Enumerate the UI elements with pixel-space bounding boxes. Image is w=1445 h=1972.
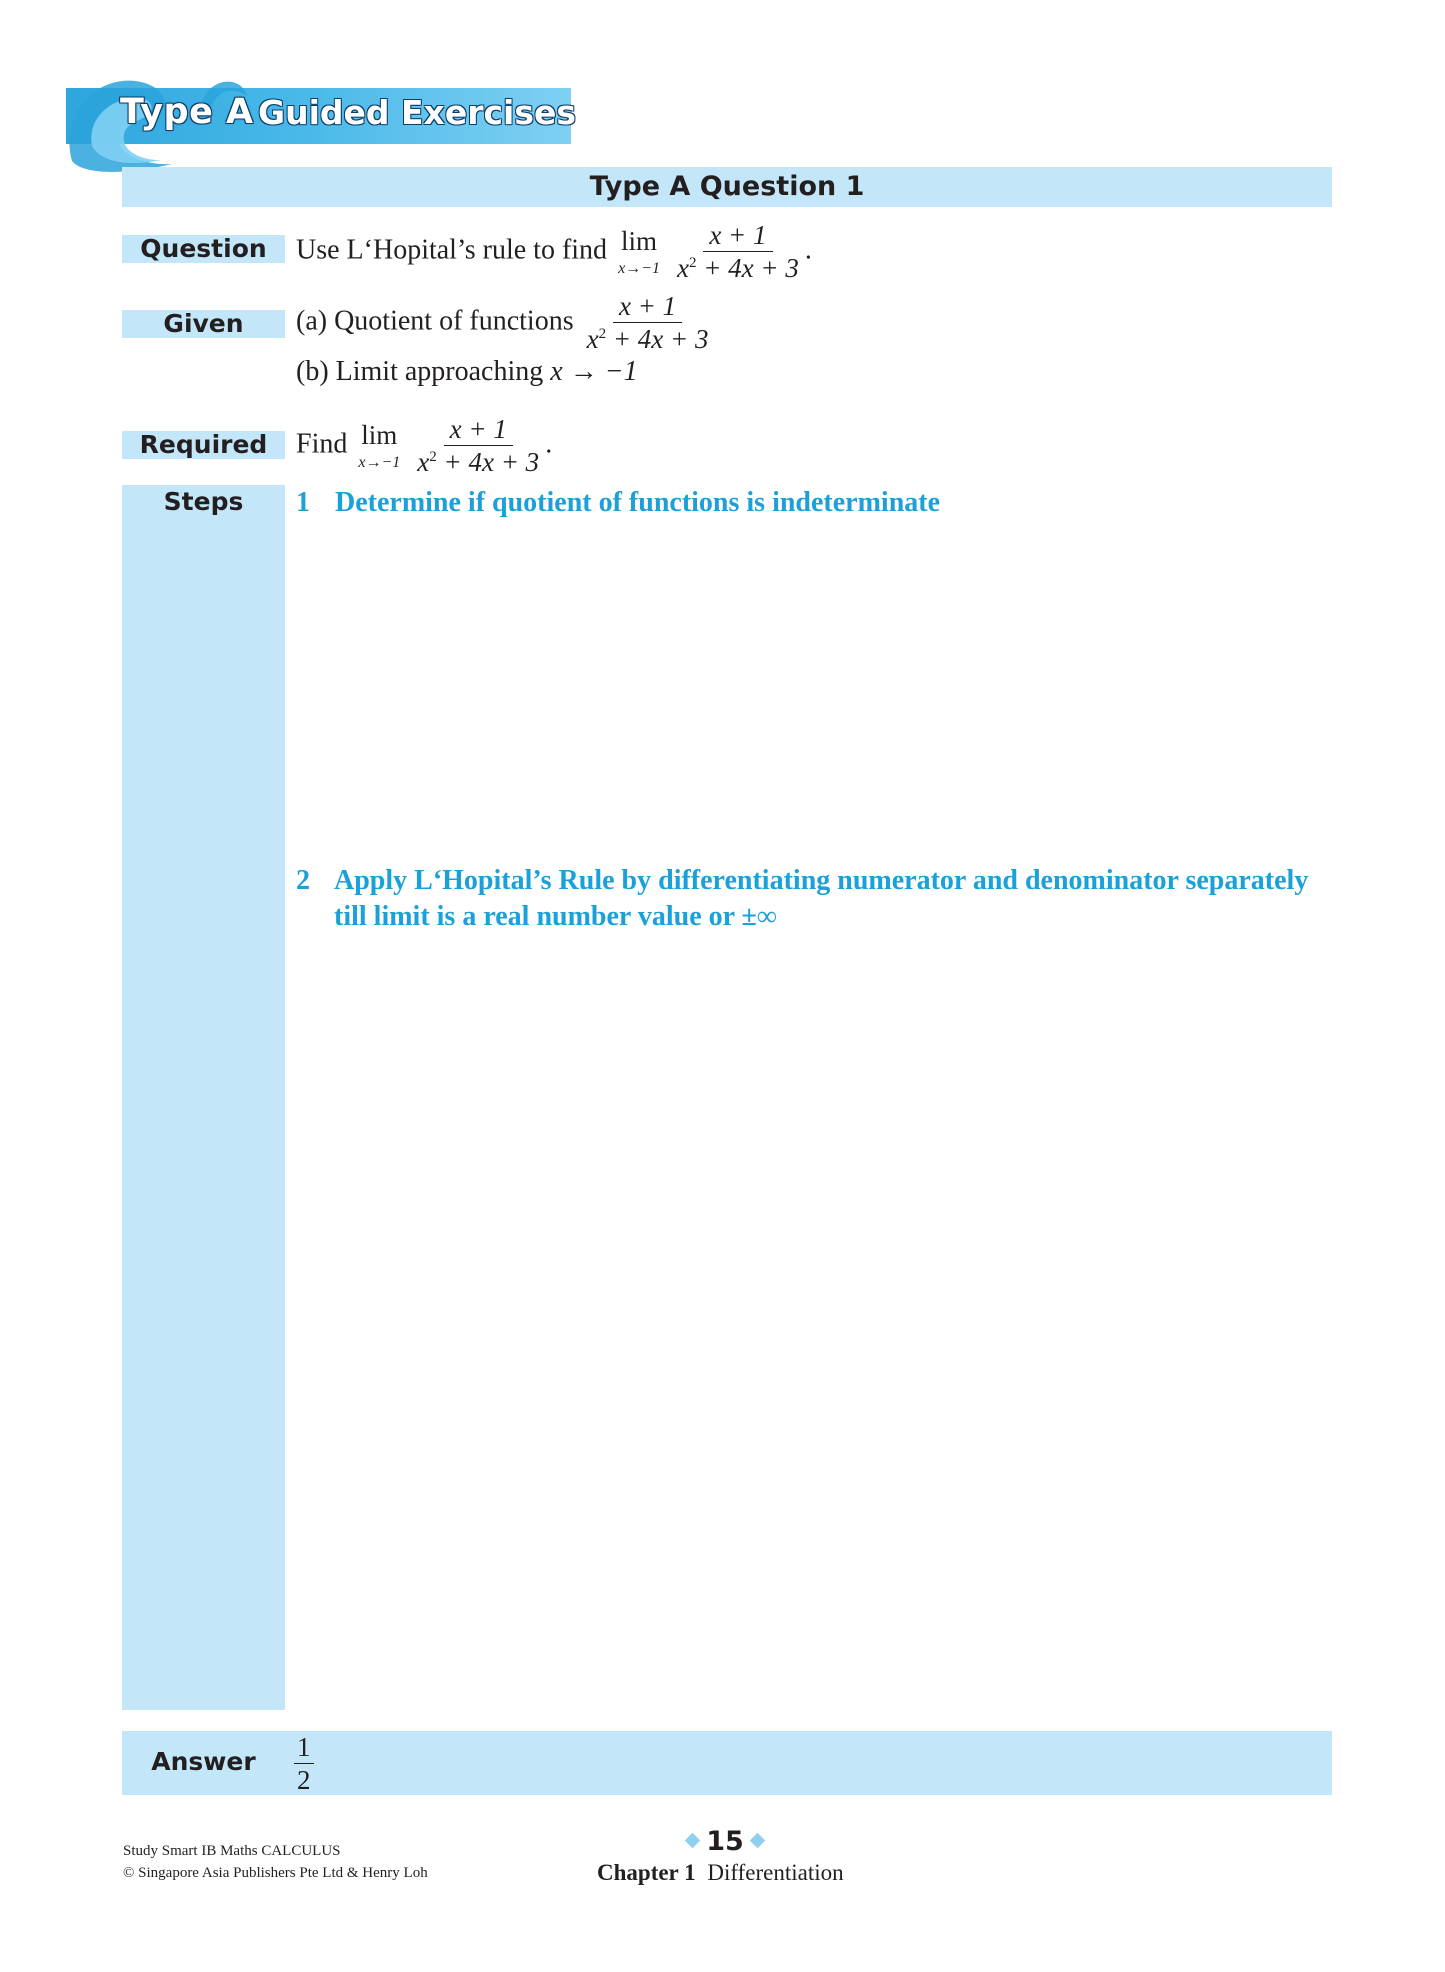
given-b: [296, 356, 638, 388]
question-limit: [618, 225, 660, 277]
required-fraction: [411, 416, 545, 476]
diamond-icon: [685, 1833, 701, 1849]
given-den-exp: 2: [598, 326, 607, 342]
required-denominator: [411, 446, 545, 476]
banner-type-label: Type A: [120, 92, 254, 132]
question-label: Question: [122, 235, 285, 263]
diamond-icon: [750, 1833, 766, 1849]
required-numerator: x + 1: [444, 416, 513, 446]
required-limit: [358, 419, 401, 471]
question-header: Type A Question 1: [122, 167, 1332, 207]
answer-numerator: 1: [294, 1734, 314, 1764]
given-label: Given: [122, 310, 285, 338]
given-den-rest: + 4x + 3: [606, 324, 709, 354]
question-den-var: x: [676, 253, 689, 283]
given-b-text: (b) Limit approaching: [296, 356, 544, 387]
required-prefix: Find: [296, 428, 348, 460]
step-1-number: 1: [296, 487, 310, 518]
step-1-text: Determine if quotient of functions is indeterminate: [335, 487, 941, 518]
footer-credits: [123, 1840, 428, 1884]
given-b-expr: x → −1: [550, 356, 638, 387]
given-a-numerator: x + 1: [613, 293, 682, 323]
question-end: .: [804, 234, 812, 266]
step-1: [296, 487, 940, 519]
chapter-number: Chapter 1: [597, 1860, 696, 1885]
answer-fraction: [294, 1734, 314, 1794]
page-number-value: 15: [706, 1826, 744, 1857]
step-2-line-1: Apply L‘Hopital’s Rule by differentiating numerator and denominator separately: [334, 865, 1309, 896]
answer-label: Answer: [151, 1747, 256, 1776]
chapter-title: Differentiation: [707, 1860, 844, 1885]
required-end: .: [545, 428, 553, 460]
steps-label: Steps: [163, 487, 244, 516]
question-denominator: [671, 252, 805, 282]
given-a-denominator: [581, 323, 715, 353]
question-lim-sub: x→−1: [618, 259, 660, 277]
given-a-fraction: [581, 293, 715, 353]
required-lim-word: lim: [361, 419, 398, 450]
question-text: [296, 222, 812, 282]
question-den-rest: + 4x + 3: [696, 253, 799, 283]
question-numerator: x + 1: [703, 222, 772, 252]
question-prefix: Use L‘Hopital’s rule to find: [296, 234, 608, 266]
steps-column: [122, 485, 285, 1710]
footer-copyright: © Singapore Asia Publishers Pte Ltd & Henry Loh: [123, 1865, 428, 1881]
chapter-label: [597, 1860, 844, 1886]
step-2-line-2: till limit is a real number value or ±∞: [334, 901, 777, 932]
required-label: Required: [122, 431, 285, 459]
step-2-number: 2: [296, 865, 310, 896]
required-text: [296, 416, 552, 476]
given-den-var: x: [586, 324, 599, 354]
given-a: [296, 293, 715, 353]
question-den-exp: 2: [688, 255, 697, 271]
required-den-rest: + 4x + 3: [436, 447, 540, 477]
page-number: [670, 1826, 780, 1857]
required-lim-sub: x→−1: [358, 453, 401, 471]
banner-title: Guided Exercises: [258, 93, 577, 132]
footer-book-title: Study Smart IB Maths CALCULUS: [123, 1843, 341, 1859]
question-lim-word: lim: [621, 225, 658, 256]
given-a-text: (a) Quotient of functions: [296, 305, 574, 337]
answer-denominator: 2: [297, 1765, 311, 1795]
required-den-exp: 2: [429, 449, 437, 465]
required-den-var: x: [417, 447, 430, 477]
question-fraction: [671, 222, 805, 282]
